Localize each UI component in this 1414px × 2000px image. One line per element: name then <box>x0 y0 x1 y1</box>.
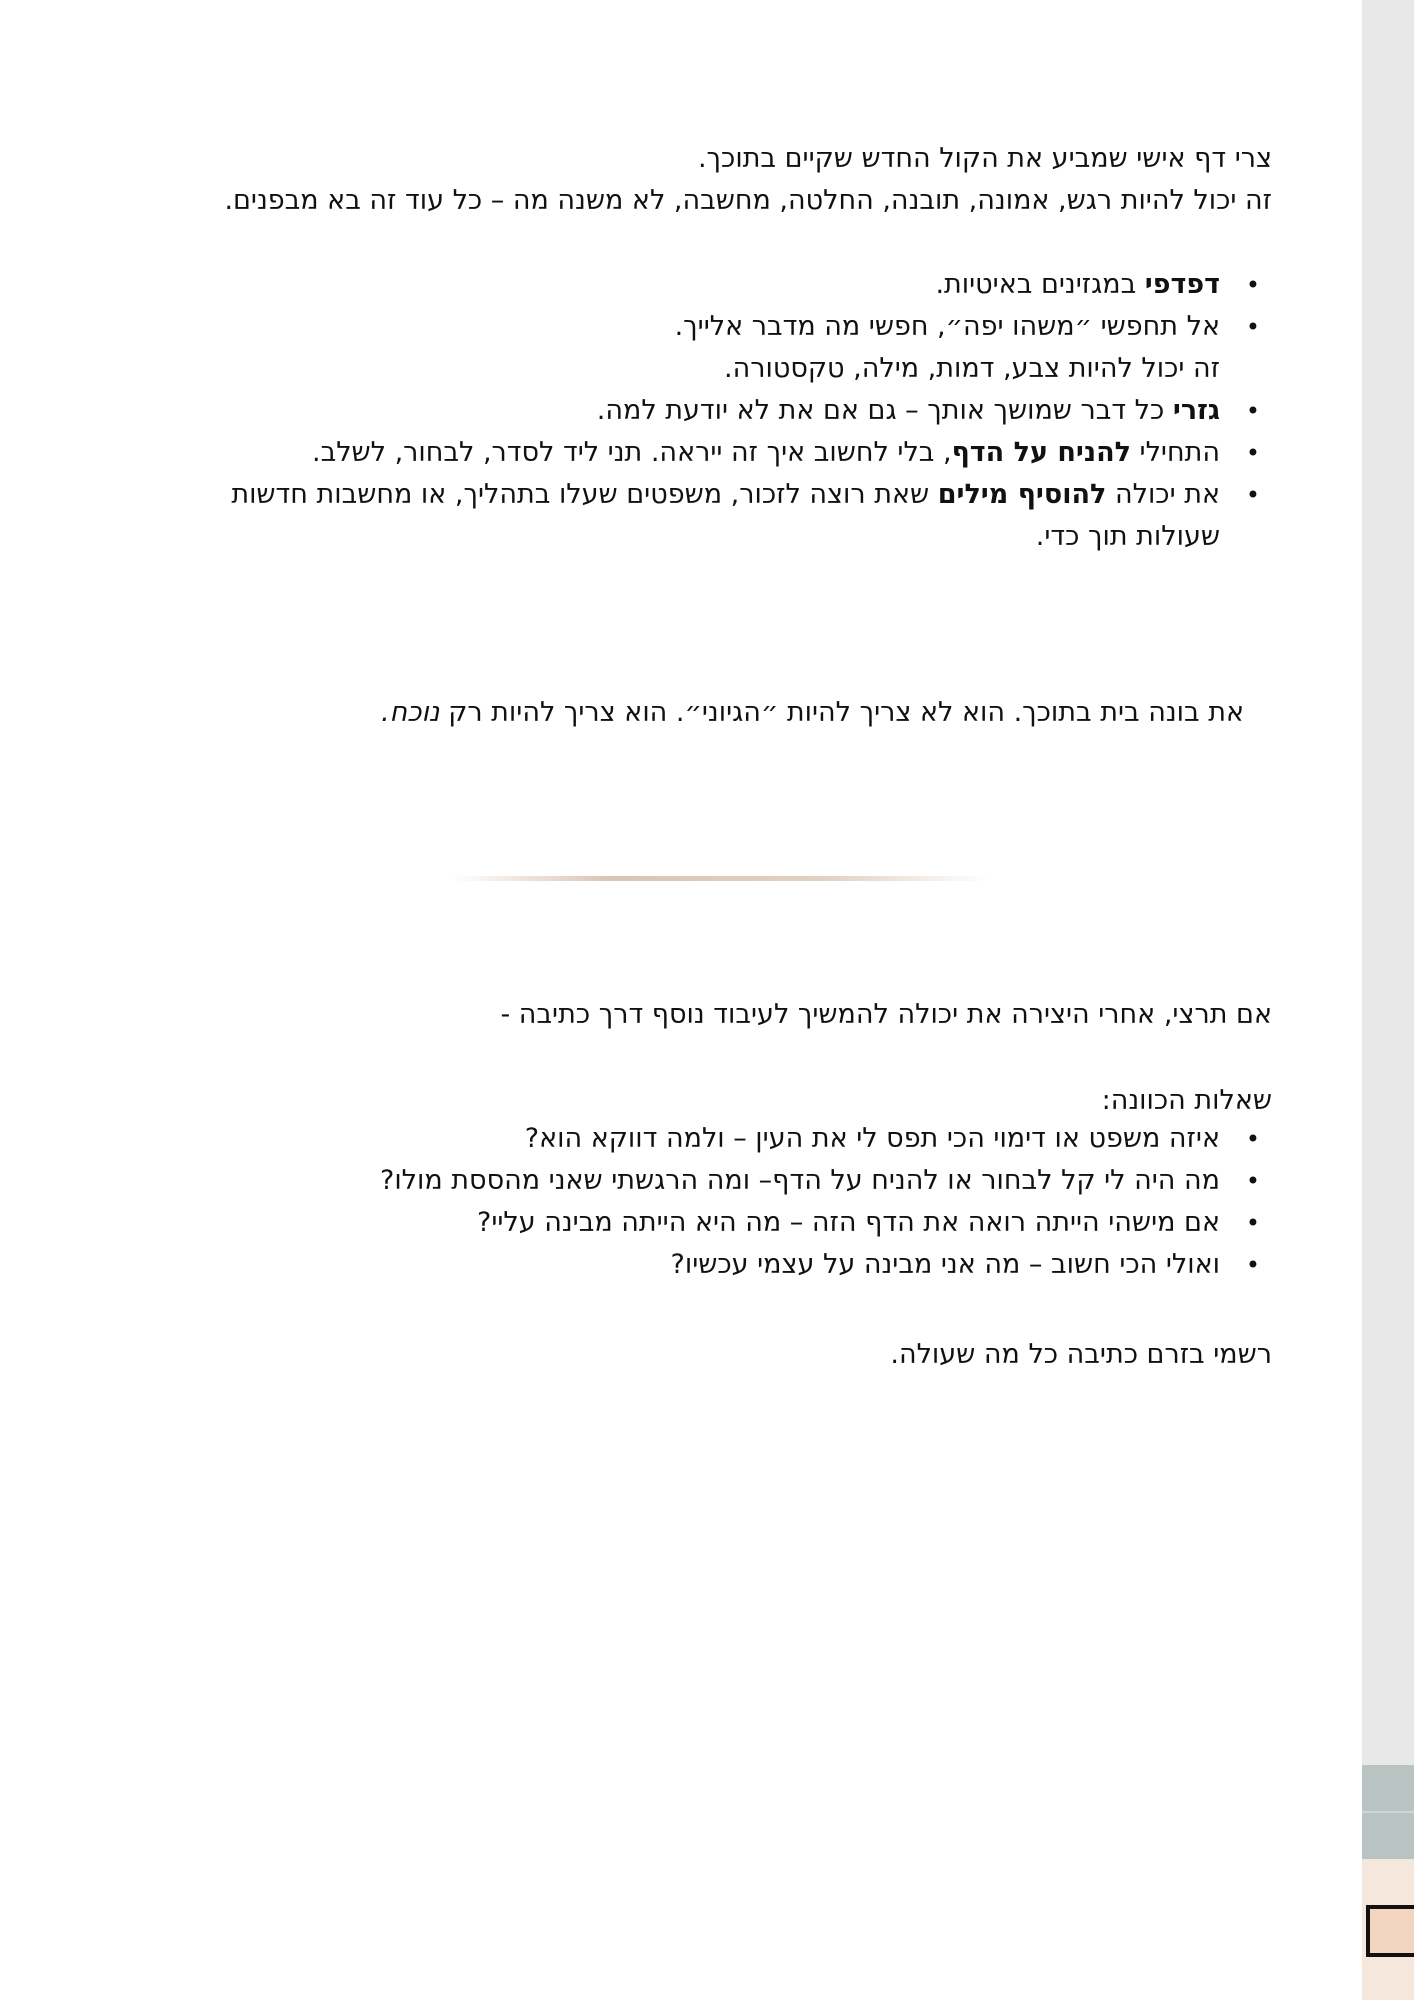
side-gray-divider <box>1362 1811 1414 1813</box>
steps-list <box>150 264 1272 558</box>
list-item <box>150 390 1220 432</box>
intro-paragraph <box>150 138 1272 222</box>
step-text: כל דבר שמושך אותך – גם אם את לא יודעת למה. <box>596 395 1173 426</box>
list-item <box>150 474 1220 558</box>
step-text: במגזינים באיטיות. <box>935 269 1145 300</box>
step-text: אל תחפשי ״משהו יפה״, חפשי מה מדבר אלייך. <box>674 311 1220 342</box>
step-bold: דפדפי <box>1144 269 1220 300</box>
side-strip <box>1362 0 1414 2000</box>
step-text: שאת רוצה לזכור, משפטים שעלו בתהליך, או מחשבות חדשות שעולות תוך כדי. <box>231 479 1220 552</box>
list-item: • מה היה לי קל לבחור או להניח על הדף– ומה הרגשתי שאני מהססת מולו? <box>150 1160 1220 1202</box>
questions-title: שאלות הכוונה: <box>1101 1085 1272 1116</box>
questions-list-block <box>150 1118 1272 1286</box>
side-square-marker <box>1366 1905 1414 1957</box>
quote-text: את בונה בית בתוכך. הוא לא צריך להיות ״הגיוני״. הוא צריך להיות רק <box>439 697 1244 728</box>
list-item: • איזה משפט או דימוי הכי תפס לי את העין – ולמה דווקא הוא? <box>150 1118 1220 1160</box>
step-bold: גזרי <box>1172 395 1220 426</box>
intro-line-1: צרי דף אישי שמביע את הקול החדש שקיים בתוכך. <box>697 143 1272 174</box>
quote-line <box>244 692 1244 734</box>
step-text: , בלי לחשוב איך זה ייראה. תני ליד לסדר, לבחור, לשלב. <box>312 437 952 468</box>
closing-text: רשמי בזרם כתיבה כל מה שעולה. <box>890 1339 1272 1370</box>
list-item: • ואולי הכי חשוב – מה אני מבינה על עצמי עכשיו? <box>150 1244 1220 1286</box>
step-pre: התחילי <box>1130 437 1220 468</box>
step-subtext: זה יכול להיות צבע, דמות, מילה, טקסטורה. <box>724 353 1220 384</box>
section-divider <box>450 876 990 881</box>
step-bold: להוסיף מילים <box>937 479 1107 510</box>
list-item: • אם מישהי הייתה רואה את הדף הזה – מה היא הייתה מבינה עליי? <box>150 1202 1220 1244</box>
list-item <box>150 432 1220 474</box>
step-pre: את יכולה <box>1106 479 1220 510</box>
quote-italic: נוכח. <box>380 697 440 728</box>
followup-text: אם תרצי, אחרי היצירה את יכולה להמשיך לעיבוד נוסף דרך כתיבה - <box>500 999 1272 1030</box>
list-item <box>150 264 1220 306</box>
step-bold: להניח על הדף <box>951 437 1131 468</box>
intro-line-2: זה יכול להיות רגש, אמונה, תובנה, החלטה, מחשבה, לא משנה מה – כל עוד זה בא מבפנים. <box>224 185 1272 216</box>
questions-list <box>150 1118 1272 1286</box>
steps-list-block <box>150 264 1272 558</box>
list-item <box>150 306 1220 390</box>
side-gray-block <box>1362 1765 1414 1859</box>
